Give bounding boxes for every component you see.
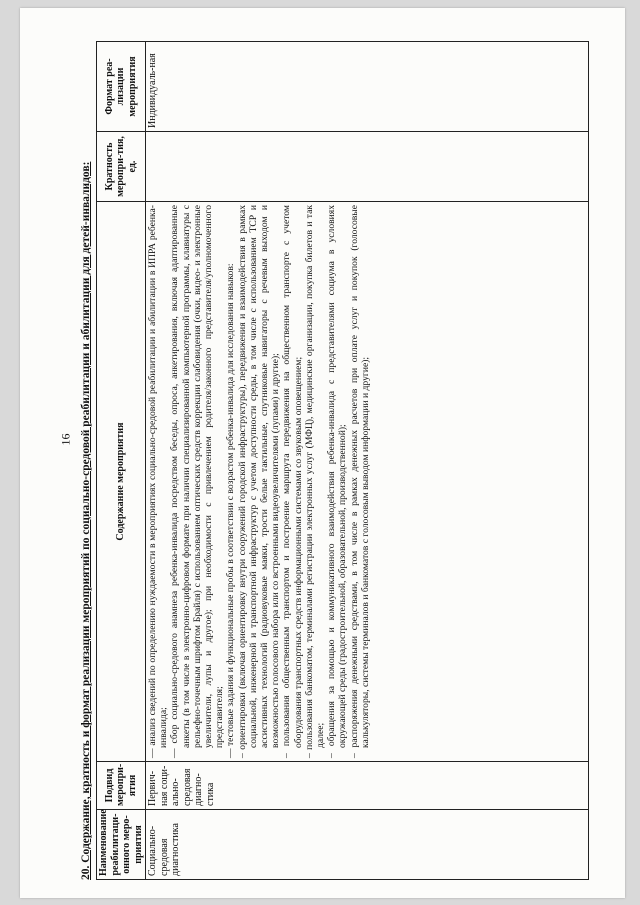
content-item: – пользования общественным транспортом и построение маршрута передвижения на общественном транспорте с учетом оборудования транспортных средств информационными системами со звуковым оповещением; — [281, 205, 304, 758]
section-heading: 20. Содержание, кратность и формат реализации мероприятий по социально-средовой реабилитации и абилитации для детей-инвалидов: — [80, 161, 92, 880]
cell-content — [146, 202, 589, 762]
content-item: – обращения за помощью и коммуникативного взаимодействия ребенка-инвалида с представителями социума в условиях окружающей среды (градостроительной, образовательной, производственной); — [326, 205, 349, 758]
content-item: – пользования банкоматом, терминалами регистрации электронных услуг (МФЦ), медицинские организации, покупка билетов и так далее; — [303, 205, 327, 758]
content-item: — анализ сведений по определению нуждаемости в мероприятиях социально-средовой реабилитации и абилитации в ИПРА ребенка-инвалида; — [147, 205, 170, 758]
page-number: 16 — [58, 433, 73, 446]
document-page — [20, 8, 625, 898]
header-format: Формат реа-лизации мероприятия — [97, 42, 146, 132]
content-item: – распоряжения денежными средствами, в том числе в рамках денежных расчетов при оплате услуг и покупок (голосовые калькуляторы, системы терминалов и банкоматов с голосовым выводом информации и другие); — [348, 205, 371, 758]
measures-table — [96, 41, 589, 880]
header-multiplicity: Кратность меропри-тия, ед. — [97, 132, 146, 202]
table-header-row — [97, 42, 146, 880]
rotated-content — [80, 42, 578, 880]
header-subtype: Подвид меропри-ятия — [97, 762, 146, 810]
header-content: Содержание мероприятия — [97, 202, 146, 762]
table-row — [146, 42, 589, 880]
cell-format: Индивидуаль-ная — [146, 42, 589, 132]
cell-name: Социально-средовая диагностика — [146, 810, 589, 880]
cell-multiplicity — [146, 132, 589, 202]
cell-subtype: Первич-ная соци-ально-средовая диагно-стика — [146, 762, 589, 810]
header-name: Наименование реабилитаци-онного меро-приятия — [97, 810, 146, 880]
content-item: — тестовые задания и функциональные пробы в соответствии с возрастом ребенка-инвалида для исследования навыков: — [225, 263, 237, 758]
content-item: — сбор социально-средового анамнеза ребенка-инвалида посредством беседы, опроса, анкетирования, включая адаптированные анкеты (в том числе в электронно-цифровом формате при наличии специализированной компьютерной программы, клавиатуры с рельефно-точечным шрифтом Брайля) с использованием оптических средств коррекции слабовидения (очки, видео- и электронные увеличители, лупы и другое); при необходимости с привлечением родителя/законного представителя/уполномоченного представителя; — [169, 205, 226, 758]
content-item: – ориентировки (включая ориентировку внутри сооружений городской инфраструктуры), передвижения и взаимодействия в рамках социальной, инженерной и транспортной инфраструктур с учетом доступности среды, в том числе с использованием ТСР и ассистивных технологий (радиовуковые маяки, трости белые тактильные, спутниковые навигаторы с речевым выходом и возможностью голосового набора или со встроенными видеоувеличителями (лупами) и другие); — [236, 205, 282, 758]
